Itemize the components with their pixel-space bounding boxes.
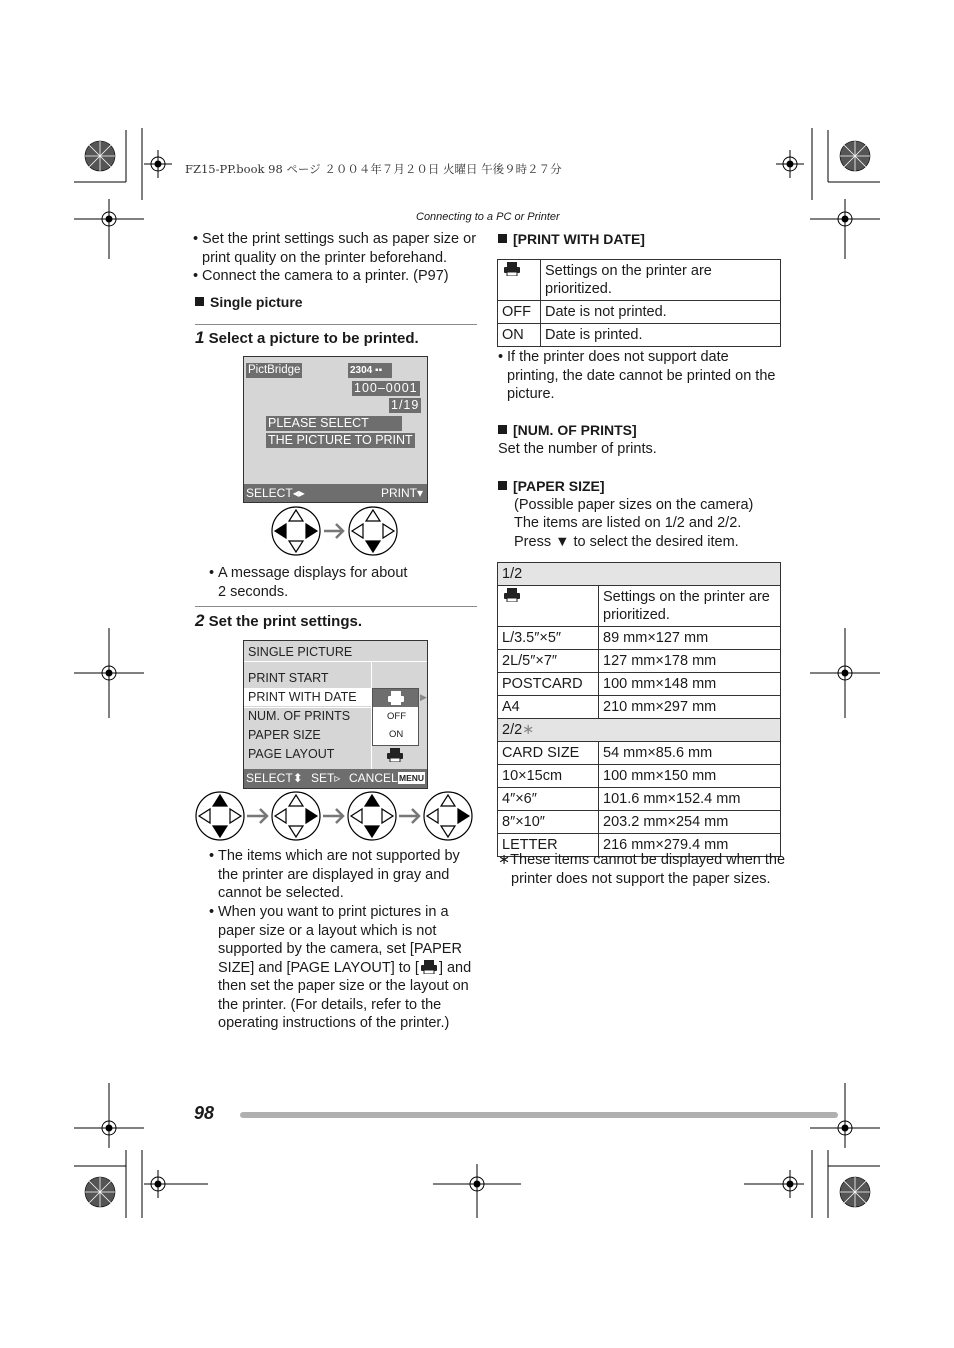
table-cell: 89 mm×127 mm: [599, 627, 781, 650]
screen-footer: [244, 769, 427, 788]
section-single-picture: Single picture: [195, 293, 303, 311]
table-row: [498, 673, 781, 696]
pictbridge-label: PictBridge: [248, 364, 301, 376]
table-row: [498, 742, 781, 765]
joystick-sequence-1: [270, 506, 400, 558]
printer-icon: [387, 691, 405, 705]
menu-item-page-layout: PAGE LAYOUT: [248, 747, 335, 761]
step-2-heading: 2 Set the print settings.: [195, 611, 362, 630]
table-row: [498, 650, 781, 673]
table-cell: 10×15cm: [498, 765, 599, 788]
square-bullet-icon: [498, 425, 507, 434]
paper-size-desc-2: The items are listed on 1/2 and 2/2.: [514, 515, 742, 531]
table-cell: ON: [498, 324, 541, 347]
screen-footer: [244, 484, 427, 502]
printer-icon: [502, 588, 522, 602]
option-off: OFF: [387, 711, 406, 722]
message-line-2: THE PICTURE TO PRINT: [268, 433, 413, 447]
cancel-hint: CANCEL: [349, 771, 398, 785]
table-cell: 54 mm×85.6 mm: [599, 742, 781, 765]
table-row: [498, 719, 781, 742]
set-hint: SET▹: [311, 771, 341, 785]
square-bullet-icon: [498, 234, 507, 243]
section-paper-size: [PAPER SIZE]: [498, 477, 605, 495]
picture-count: 1/19: [391, 398, 420, 412]
table-cell: L/3.5″×5″: [498, 627, 599, 650]
table-row: [498, 324, 781, 347]
table-cell: 127 mm×178 mm: [599, 650, 781, 673]
page-label: 2/2∗: [498, 719, 781, 742]
paper-size-desc-1: (Possible paper sizes on the camera): [514, 497, 754, 513]
table-row: [498, 586, 781, 627]
table-cell: 101.6 mm×152.4 mm: [599, 788, 781, 811]
table-cell: 2L/5″×7″: [498, 650, 599, 673]
section-num-of-prints: [NUM. OF PRINTS]: [498, 421, 637, 439]
menu-key-badge: MENU: [399, 773, 425, 783]
square-bullet-icon: [498, 481, 507, 490]
table-row: [498, 301, 781, 324]
camera-screen-print-settings: [243, 640, 428, 789]
table-cell: LETTER: [498, 834, 599, 857]
print-hint: PRINT▾: [380, 486, 423, 500]
table-cell: OFF: [498, 301, 541, 324]
table-row: [498, 788, 781, 811]
table-cell: 4″×6″: [498, 788, 599, 811]
section-print-with-date: [PRINT WITH DATE]: [498, 230, 645, 248]
select-hint: SELECT⬍: [246, 771, 303, 785]
table-cell: Settings on the printer are prioritized.: [541, 260, 781, 301]
menu-item-print-start: PRINT START: [248, 671, 329, 685]
menu-item-num-of-prints: NUM. OF PRINTS: [248, 709, 351, 723]
resolution-badge: 2304 ▪▪: [348, 363, 392, 378]
printer-icon: [502, 262, 522, 276]
option-on: ON: [389, 729, 404, 740]
table-row: [498, 811, 781, 834]
table-row: [498, 627, 781, 650]
square-bullet-icon: [195, 297, 204, 306]
table-cell: 8″×10″: [498, 811, 599, 834]
camera-screen-select-picture: [243, 356, 428, 503]
divider: [195, 324, 477, 325]
table-cell: A4: [498, 696, 599, 719]
table-cell: Settings on the printer are prioritized.: [599, 586, 781, 627]
table-cell: 203.2 mm×254 mm: [599, 811, 781, 834]
table-cell: Date is not printed.: [541, 301, 781, 324]
page-label: 1/2: [498, 563, 781, 586]
table-cell: 100 mm×150 mm: [599, 765, 781, 788]
num-of-prints-desc: Set the number of prints.: [498, 441, 657, 457]
paper-size-table: [497, 562, 781, 857]
table-cell: 100 mm×148 mm: [599, 673, 781, 696]
option-popup: [372, 688, 419, 746]
page-number: 98: [194, 1103, 215, 1123]
menu-item-paper-size: PAPER SIZE: [248, 728, 321, 742]
joystick-sequence-2: [195, 791, 477, 843]
table-cell: POSTCARD: [498, 673, 599, 696]
file-number: 100–0001: [354, 381, 418, 395]
screen-title: SINGLE PICTURE: [248, 645, 353, 659]
right-arrow-icon: ▶: [420, 692, 427, 702]
printer-icon: [419, 960, 439, 974]
paper-size-desc-3: Press ▼ to select the desired item.: [514, 534, 739, 550]
table-row: [498, 765, 781, 788]
print-with-date-table: [497, 259, 781, 347]
table-cell: 216 mm×279.4 mm: [599, 834, 781, 857]
table-cell: [498, 586, 599, 627]
step-1-heading: 1 Select a picture to be printed.: [195, 328, 419, 347]
table-cell: [498, 260, 541, 301]
table-row: [498, 696, 781, 719]
paper-size-footnote: ∗These items cannot be displayed when the printer does not support the paper sizes.: [498, 852, 786, 887]
table-cell: 210 mm×297 mm: [599, 696, 781, 719]
book-meta: FZ15-PP.book 98 ページ ２００４年７月２０日 火曜日 午後９時２７分: [185, 162, 562, 176]
running-head: Connecting to a PC or Printer: [416, 211, 560, 223]
printer-icon: [386, 748, 404, 762]
table-cell: CARD SIZE: [498, 742, 599, 765]
table-row: [498, 563, 781, 586]
message-line-1: PLEASE SELECT: [266, 416, 402, 431]
menu-item-print-with-date: PRINT WITH DATE: [248, 690, 357, 704]
table-cell: Date is printed.: [541, 324, 781, 347]
footer-bar: [240, 1112, 838, 1118]
select-hint: SELECT◂▸: [246, 486, 305, 500]
table-row: [498, 260, 781, 301]
divider: [195, 606, 477, 607]
